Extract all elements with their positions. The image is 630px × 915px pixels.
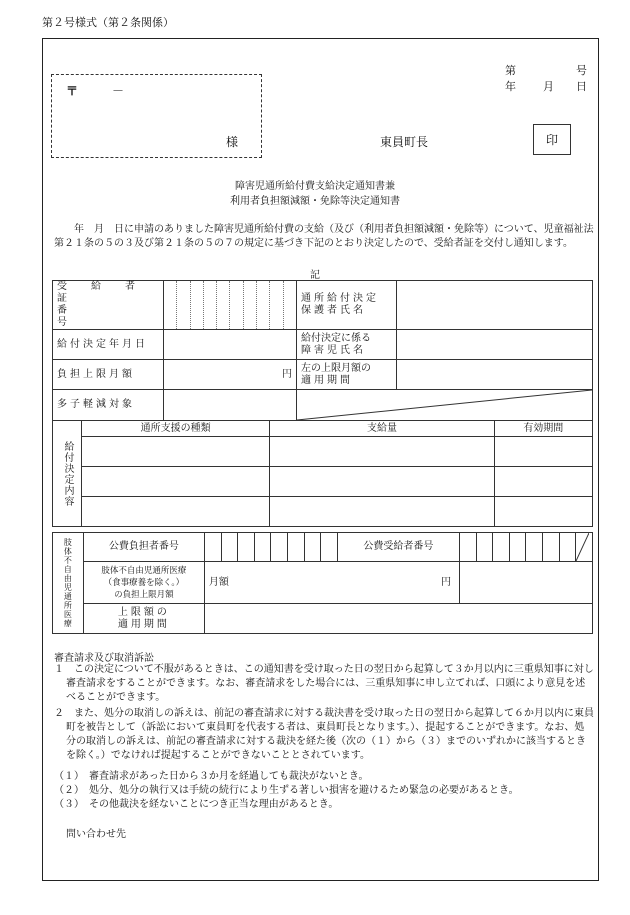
col-valid: 有効期間 [494,421,592,437]
number-label-2: 号 [576,64,587,77]
child-value [397,330,593,360]
title-line-2: 利用者負担額減額・免除等決定通知書 [230,196,400,207]
date-day: 日 [576,80,587,93]
guardian-label: 通所給付決定 保護者氏名 [296,281,396,330]
issuer: 東員町長 [380,135,429,149]
multi-child-value [164,390,297,421]
limit-period-label: 上限額の 適用期間 [83,604,204,634]
appeal-sub-2: （２） 処分、処分の執行又は手続の続行により生ずる著しい損害を避けるため緊急の必要があるとき。 [54,785,519,796]
contact-label: 問い合わせ先 [66,829,126,840]
seal-box: 印 [533,124,571,155]
form-number: 第２号様式（第２条関係） [42,16,174,29]
medical-limit-label: 肢体不自由児通所医療 （食事療養を除く。） の負担上限月額 [83,562,204,604]
body-text: 年 月 日に申請のありました障害児通所給付費の支給（及び（利用者負担額減額・免除等）について、児童福祉法第２１条の５の３及び第２１条の５の７の規定に基づき下記のとおり決定したので、受給者証を交付し通知します。 [54,224,594,249]
multi-child-label: 多子軽減対象 [53,390,164,421]
decision-date-value [164,330,297,360]
limit-period-value [204,604,592,634]
decision-table [52,280,593,527]
multi-child-diagonal [296,390,592,421]
appeal-sub-3: （３） その他裁決を経ないことにつき正当な理由があるとき。 [54,799,339,810]
date-month: 月 [543,80,554,93]
decision-content-side: 給付決定内容 [53,421,82,527]
appeal-item-2: ２ また、処分の取消しの訴えは、前記の審査請求に対する裁決書を受け取った日の翌日から起算して６か月以内に東員町を被告として（訴訟において東員町を代表する者は、東員町長となります。）、提起することができます。なお、処分の取消しの訴えは、前記の審査請求に対する裁決を経た後（次の（１）から（３）までのいずれかに該当するときを除く。）でなければ提起することができないこととされています。 [54,708,594,761]
limit-amount-label: 負担上限月額 [53,360,164,390]
recipient-no-label-2: 公費受給者番号 [337,533,459,562]
recipient-no-label: 受 給 者 証 番 号 [53,281,164,330]
appeal-item-1: １ この決定について不服があるときは、この通知書を受け取った日の翌日から起算して３か月以内に三重県知事に対し審査請求をすることができます。なお、審査請求をした場合には、三重県知事に申し立てれば、口頭により意見を述べることができます。 [54,664,594,703]
postal-mark: 〒 [66,84,79,98]
col-amount: 支給量 [270,421,494,437]
limit-amount-yen: 円 [164,360,297,390]
medical-side: 肢体不自由児通所医療 [53,533,84,634]
appeal-heading: 審査請求及び取消訴訟 [54,653,154,664]
decision-date-label: 給付決定年月日 [53,330,164,360]
honorific: 様 [226,135,239,149]
date-year: 年 [505,80,516,93]
col-service: 通所支援の種類 [81,421,270,437]
period-label: 左の上限月額の 適用期間 [296,360,396,390]
ki-heading: 記 [310,270,320,281]
period-value [397,360,593,390]
medical-table [52,532,593,634]
medical-limit-blank [460,562,593,604]
appeal-sub-1: （１） 審査請求があった日から３か月を経過しても裁決がないとき。 [54,771,369,782]
child-label: 給付決定に係る 障害児氏名 [296,330,396,360]
number-label-1: 第 [505,64,516,77]
guardian-value [397,281,593,330]
payer-no-label: 公費負担者番号 [83,533,204,562]
title-line-1: 障害児通所給付費支給決定通知書兼 [235,181,395,192]
medical-limit-value: 月額 円 [204,562,459,604]
postal-dash: － [112,84,125,98]
